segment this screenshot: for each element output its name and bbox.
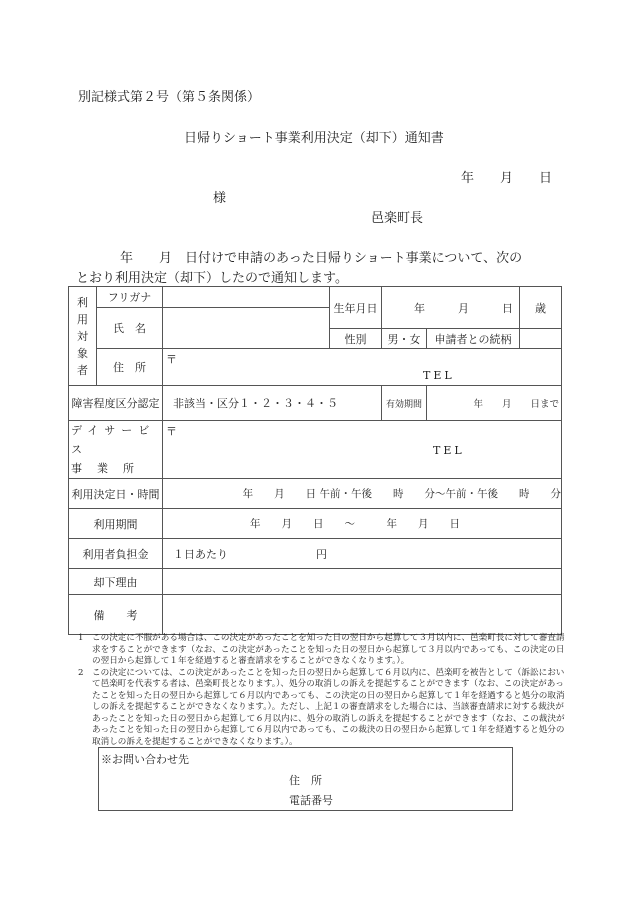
disability-label: 障害程度区分認定	[69, 386, 163, 421]
reject-field[interactable]	[163, 569, 562, 595]
notes	[78, 633, 566, 748]
user-label-cell: 利用対象者	[69, 287, 97, 386]
body-line-2: とおり利用決定（却下）したので通知します。	[76, 271, 348, 286]
address-field[interactable]	[163, 349, 562, 386]
gender-field[interactable]: 男・女	[382, 329, 427, 349]
form-number: 別記様式第２号（第５条関係）	[78, 90, 261, 105]
fee-field[interactable]: １日あたり 円	[163, 539, 562, 569]
birthdate-field[interactable]: 年 月 日	[382, 287, 520, 329]
decision-field[interactable]: 年 月 日 午前・午後 時 分～午前・午後 時 分	[163, 479, 562, 509]
period-label: 利用期間	[69, 509, 163, 539]
body-line-1: 年 月 日付けで申請のあった日帰りショート事業について、次の	[120, 251, 523, 266]
age-field[interactable]: 歳	[520, 287, 562, 329]
dayservice-field[interactable]	[163, 421, 562, 479]
remarks-label: 備 考	[69, 595, 163, 635]
disability-field[interactable]: 非該当・区分１・２・３・４・５	[163, 386, 382, 421]
address-label: 住 所	[97, 349, 163, 386]
addressee-suffix: 様	[213, 191, 227, 206]
name-field[interactable]	[163, 308, 330, 349]
gender-label: 性別	[330, 329, 382, 349]
fee-label: 利用者負担金	[69, 539, 163, 569]
dayservice-postal-mark: 〒	[166, 425, 177, 438]
furigana-field[interactable]	[163, 287, 330, 308]
reject-label: 却下理由	[69, 569, 163, 595]
valid-period-field[interactable]: 年 月 日まで	[427, 386, 562, 421]
birthdate-label: 生年月日	[330, 287, 382, 329]
form-table	[68, 286, 562, 635]
date-line: 年 月 日	[461, 171, 553, 186]
issuer: 邑楽町長	[371, 211, 424, 226]
contact-box	[98, 747, 513, 811]
relation-field[interactable]	[520, 329, 562, 349]
contact-heading: ※お問い合わせ先	[101, 753, 189, 766]
valid-period-label: 有効期間	[382, 386, 427, 421]
relation-label: 申請者との続柄	[427, 329, 520, 349]
note-item: 2 この決定については、この決定があったことを知った日の翌日から起算して６月以内に、邑楽町を被告として（訴訟において邑楽町を代表する者は、邑楽町長となります。）、処分の取消しの訴えを提起することができます（なお、この決定があったことを知った日の翌日から起算して６月以内であっても、この決定の日の翌日から起算して１年を経過すると処分の取消しの訴えを提起することができなくなります。）。ただし、上記１の審査請求をした場合には、当該審査請求に対する裁決があったことを知った日の翌日から起算して６月以内に、処分の取消しの訴えを提起することができます（なお、この裁決があったことを知った日の翌日から起算して６月以内であっても、この裁決の日の翌日から起算して１年を経過すると処分の取消しの訴えを提起することができなくなります。）。	[78, 667, 565, 747]
document-title: 日帰りショート事業利用決定（却下）通知書	[184, 131, 444, 146]
furigana-label: フリガナ	[97, 287, 163, 308]
remarks-field[interactable]	[163, 595, 562, 635]
contact-phone: 電話番号	[289, 794, 333, 807]
dayservice-label: デイサービス 事 業 所	[69, 421, 163, 479]
postal-mark: 〒	[166, 353, 177, 366]
decision-label: 利用決定日・時間	[69, 479, 163, 509]
note-item: 1 この決定に不服がある場合は、この決定があったことを知った日の翌日から起算して３月以内に、邑楽町長に対して審査請求をすることができます（なお、この決定があったことを知った日の翌日から起算して３月以内であっても、この決定の日の翌日から起算して１年を経過すると審査請求をすることができなくなります。）。	[78, 633, 565, 666]
contact-address: 住 所	[289, 774, 322, 787]
name-label: 氏 名	[97, 308, 163, 349]
address-tel: TEL	[423, 369, 455, 382]
period-field[interactable]: 年 月 日 ～ 年 月 日	[163, 509, 562, 539]
dayservice-tel: TEL	[433, 444, 465, 457]
